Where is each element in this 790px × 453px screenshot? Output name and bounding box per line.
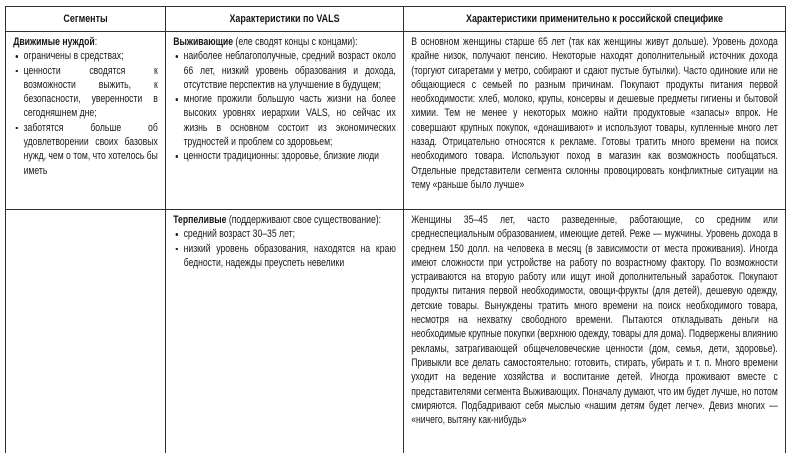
bullet-item: заботятся больше об удовлетворении своих базовых нужд, чем о том, что хотелось бы иметь xyxy=(13,121,158,178)
russian-specifics-text: В основном женщины старше 65 лет (так как женщины живут дольше). Уровень дохода крайне низок, получают пенсию. Некоторые находят дополнительный источник дохода (торгуют сигаретами у метро, собирают и сдают пустые бутылки). Часто одинокие или не общающиеся с семьей по разным причинам. Покупают продукты питания первой необходимости: хлеб, молоко, крупы, консервы и дешевые предметы гигиены и бытовой химии. Тем не менее у некоторых можно найти продуктовые «запасы» впрок. Не совершают крупных покупок, «донашивают» и используют товары, купленные много лет назад. Отрицательно относятся к рекламе. Готовы тратить много времени на поиск необходимого товара. Используют поход в магазин как возможность пообщаться. Отдельные представители сегмента склонны провоцировать конфликтные ситуации на тему «раньше было лучше» xyxy=(411,36,778,191)
table-header-row xyxy=(6,7,786,32)
bullet-item: многие прожили большую часть жизни на более высоких уровнях иерархии VALS, но сейчас их жизнь в основном состоит из экономических трудностей и проблем со здоровьем; xyxy=(173,92,396,149)
column-header-russian-specifics xyxy=(404,7,786,32)
vals-segments-table xyxy=(5,6,786,453)
vals-bullet-list xyxy=(173,49,396,163)
cell-segment-empty xyxy=(6,210,166,453)
bullet-item: средний возраст 30–35 лет; xyxy=(173,227,396,241)
bullet-item: наиболее неблагополучные, средний возраст около 66 лет, низкий уровень образования и дохода, отсутствие перспектив на улучшение в будущем; xyxy=(173,49,396,92)
segment-title-suffix: : xyxy=(94,36,98,48)
cell-russian-specifics-sustainers xyxy=(404,210,786,453)
bullet-item: низкий уровень образования, находятся на краю бедности, надежды преуспеть невелики xyxy=(173,242,396,271)
column-header-segments-label: Сегменты xyxy=(63,13,108,25)
segment-title-bold: Движимые нуждой xyxy=(13,36,95,48)
russian-specifics-text: Женщины 35–45 лет, часто разведенные, работающие, со средним или среднеспециальным образованием, имеющие детей. Реже — мужчины. Уровень дохода в среднем 150 долл. на человека в месяц (в зависимости от места проживания). Иногда имеют сложности при устройстве на работу по возрастному фактору. По возможности устраиваются на вторую работу или ищут иной дополнительный заработок. Покупают продукты питания первой необходимости, овощи-фрукты (для детей), дешевую одежду, детские товары. Вынуждены тратить много времени на поиск необходимого товара, несмотря на нехватку свободного времени. Пытаются откладывать деньги на необходимые крупные покупки (верхнюю одежду, товары для дома). Подвержены влиянию рекламы, затрагивающей общечеловеческие ценности (дом, семья, дети, здоровье). Привыкли все делать самостоятельно: готовить, стирать, убирать и т. п. Много времени уходит на ведение хозяйства и воспитание детей. Иногда проживают вместе с представителями сегмента Выживающих. Поначалу думают, что им будет лучше, но потом смиряются. Подбадривают себя мыслью «нашим детям будет легче». Девиз многих — «ничего, вытяну как-нибудь» xyxy=(411,214,778,427)
column-header-segments xyxy=(6,7,166,32)
cell-russian-specifics-survivors xyxy=(404,32,786,210)
cell-vals-survivors xyxy=(166,32,404,210)
bullet-item: ценности сводятся к возможности выжить, к безопасности, уверенности в сегодняшнем дне; xyxy=(13,64,158,121)
cell-vals-sustainers xyxy=(166,210,404,453)
vals-title-note: (поддерживают свое существование): xyxy=(226,214,382,226)
vals-title xyxy=(173,35,396,49)
table-row-sustainers xyxy=(6,210,786,453)
vals-title-bold: Терпеливые xyxy=(173,214,227,226)
table-row-survivors xyxy=(6,32,786,210)
vals-title-bold: Выживающие xyxy=(173,36,234,48)
column-header-russian-specifics-label: Характеристики применительно к российской специфике xyxy=(465,13,723,25)
vals-title-note: (еле сводят концы с концами): xyxy=(233,36,358,48)
bullet-item: ценности традиционны: здоровье, близкие люди xyxy=(173,149,396,163)
column-header-vals xyxy=(166,7,404,32)
segment-title xyxy=(13,35,158,49)
segment-bullet-list xyxy=(13,49,158,178)
column-header-vals-label: Характеристики по VALS xyxy=(229,13,340,25)
vals-bullet-list xyxy=(173,227,396,270)
cell-segment-driven-by-need xyxy=(6,32,166,210)
bullet-item: ограничены в средствах; xyxy=(13,49,158,63)
vals-title xyxy=(173,213,396,227)
